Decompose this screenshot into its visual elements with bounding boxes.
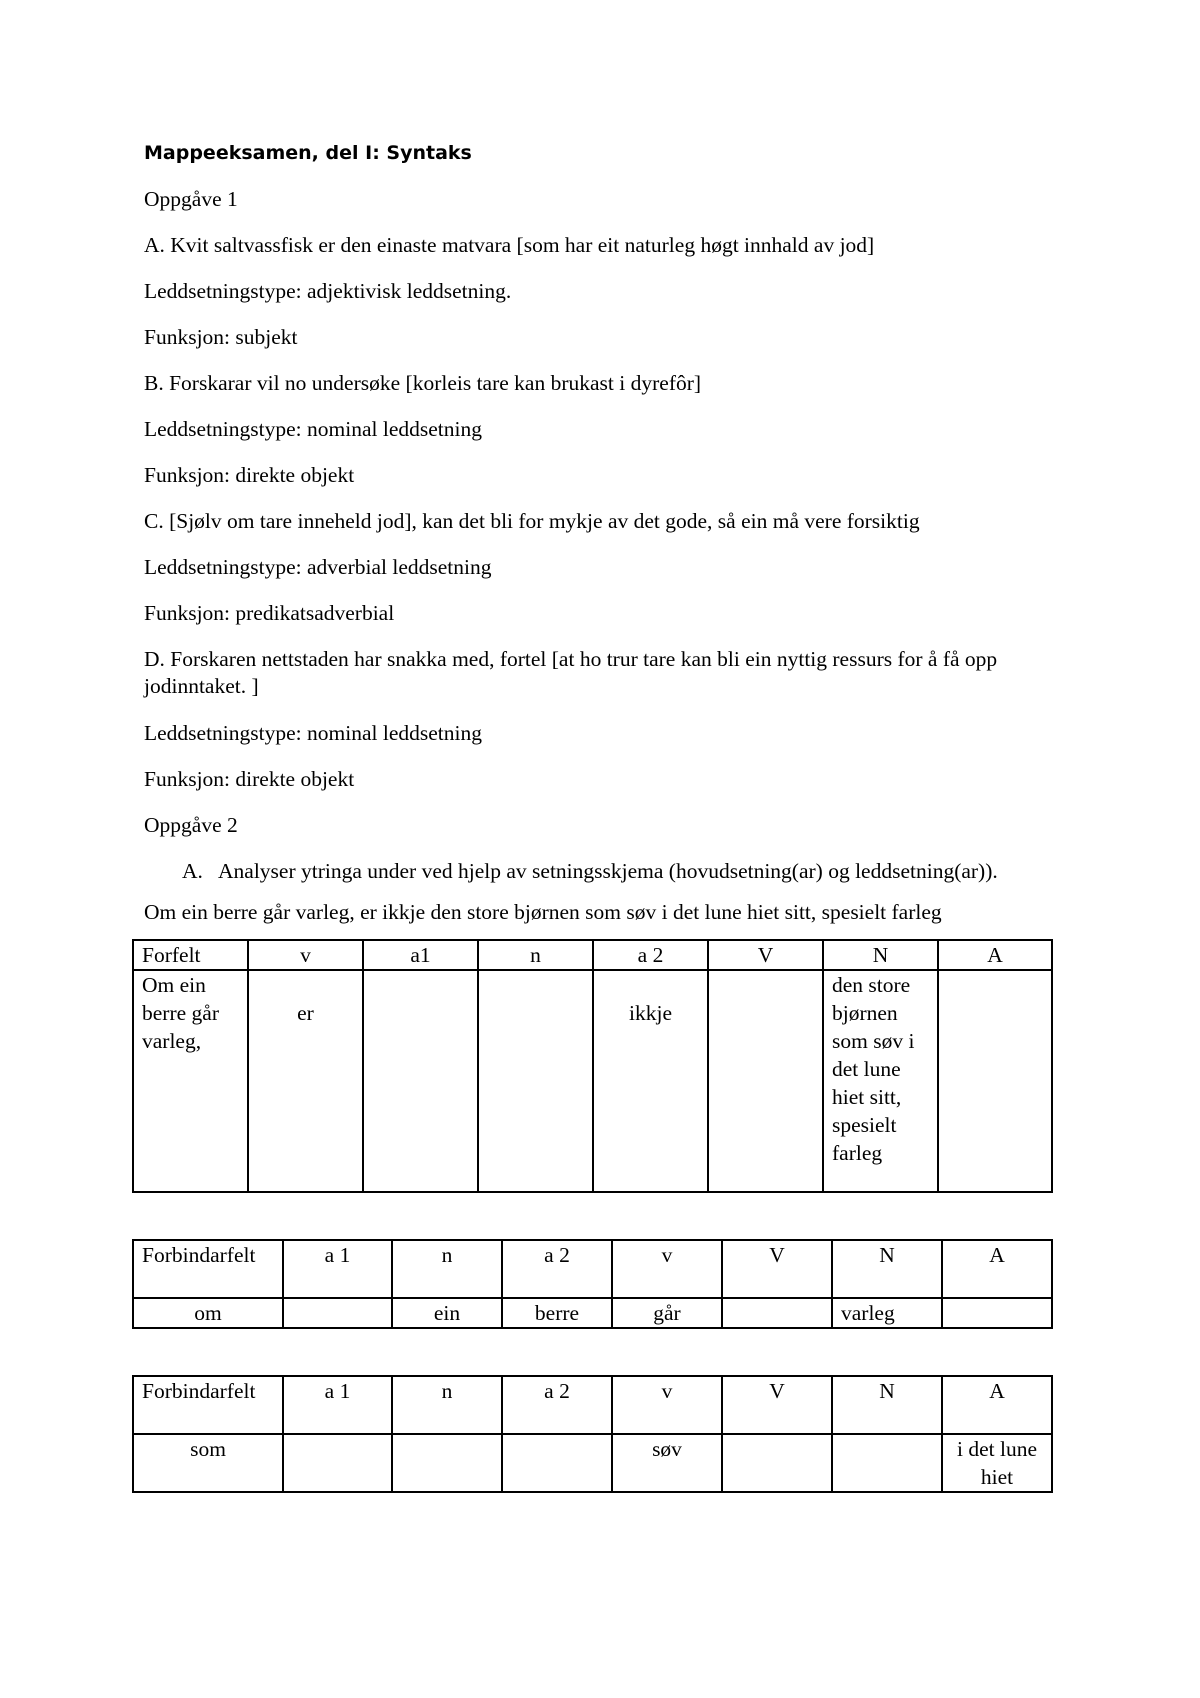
task1-d-sentence: D. Forskaren nettstaden har snakka med, fortel [at ho trur tare kan bli ein nyttig ressurs for å få opp jodinntaket. ] [144,647,998,698]
table-header-cell: A [938,940,1052,970]
table-cell [832,1434,942,1492]
task1-a-type: Leddsetningstype: adjektivisk leddsetning. [144,279,512,303]
task1-b-type: Leddsetningstype: nominal leddsetning [144,417,482,441]
table-header-row [133,1376,1052,1434]
table-header-cell: V [722,1376,832,1434]
list-marker: A. [182,859,203,883]
table-header-cell: a 2 [502,1240,612,1298]
table-row [133,1298,1052,1328]
task2-sentence: Om ein berre går varleg, er ikkje den store bjørnen som søv i det lune hiet sitt, spesielt farleg [144,900,942,924]
table-cell [938,970,1052,1192]
table-header-cell: v [612,1240,722,1298]
table-cell: varleg [832,1298,942,1328]
table-cell: søv [612,1434,722,1492]
table-header-cell: Forbindarfelt [133,1376,283,1434]
table-header-cell: A [942,1376,1052,1434]
table-header-cell: N [823,940,938,970]
task1-c-type: Leddsetningstype: adverbial leddsetning [144,555,492,579]
table-header-cell: a 1 [283,1376,392,1434]
table-cell [708,970,823,1192]
table-header-cell: a 2 [593,940,708,970]
table-header-row [133,940,1052,970]
table-cell [283,1298,392,1328]
task1-b-sentence: B. Forskarar vil no undersøke [korleis tare kan brukast i dyrefôr] [144,371,702,395]
table-header-cell: Forfelt [133,940,248,970]
task2-list-item [144,858,1062,885]
table-row [133,1434,1052,1492]
table-header-cell: V [708,940,823,970]
table-header-cell: V [722,1240,832,1298]
table-header-cell: N [832,1376,942,1434]
table-cell: berre [502,1298,612,1328]
table-cell: ikkje [593,970,708,1192]
table-header-cell: v [248,940,363,970]
table-cell [283,1434,392,1492]
task1-a-function: Funksjon: subjekt [144,325,298,349]
table-cell [392,1434,502,1492]
som-clause-table [132,1375,1053,1493]
task1-d-type: Leddsetningstype: nominal leddsetning [144,721,482,745]
task1-heading: Oppgåve 1 [144,187,238,211]
table-cell: går [612,1298,722,1328]
table-header-cell: n [478,940,593,970]
table-cell [363,970,478,1192]
document-title: Mappeeksamen, del I: Syntaks [144,142,472,164]
table-cell: om [133,1298,283,1328]
table-header-cell: N [832,1240,942,1298]
table-cell [502,1434,612,1492]
task2-heading: Oppgåve 2 [144,813,238,837]
table-cell [722,1434,832,1492]
task1-c-function: Funksjon: predikatsadverbial [144,601,395,625]
task1-b-function: Funksjon: direkte objekt [144,463,355,487]
task1-c-sentence: C. [Sjølv om tare inneheld jod], kan det bli for mykje av det gode, så ein må vere forsiktig [144,509,920,533]
table-cell: som [133,1434,283,1492]
table-header-cell: n [392,1376,502,1434]
table-header-cell: a1 [363,940,478,970]
table-row [133,970,1052,1192]
table-cell [942,1298,1052,1328]
document-page [144,140,1062,1493]
table-header-cell: a 2 [502,1376,612,1434]
table-header-cell: Forbindarfelt [133,1240,283,1298]
table-cell: Om ein berre går varleg, [133,970,248,1192]
om-clause-table [132,1239,1053,1329]
main-clause-table [132,939,1053,1193]
table-cell [478,970,593,1192]
task1-d-function: Funksjon: direkte objekt [144,767,355,791]
table-header-row [133,1240,1052,1298]
table-cell: den store bjørnen som søv i det lune hiet sitt, spesielt farleg [823,970,938,1192]
table-cell: i det lune hiet [942,1434,1052,1492]
task2-instruction: Analyser ytringa under ved hjelp av setningsskjema (hovudsetning(ar) og leddsetning(ar)). [218,859,998,883]
task1-a-sentence: A. Kvit saltvassfisk er den einaste matvara [som har eit naturleg høgt innhald av jod] [144,233,875,257]
table-cell [722,1298,832,1328]
table-cell: er [248,970,363,1192]
table-header-cell: n [392,1240,502,1298]
table-header-cell: a 1 [283,1240,392,1298]
table-header-cell: A [942,1240,1052,1298]
table-cell: ein [392,1298,502,1328]
table-header-cell: v [612,1376,722,1434]
